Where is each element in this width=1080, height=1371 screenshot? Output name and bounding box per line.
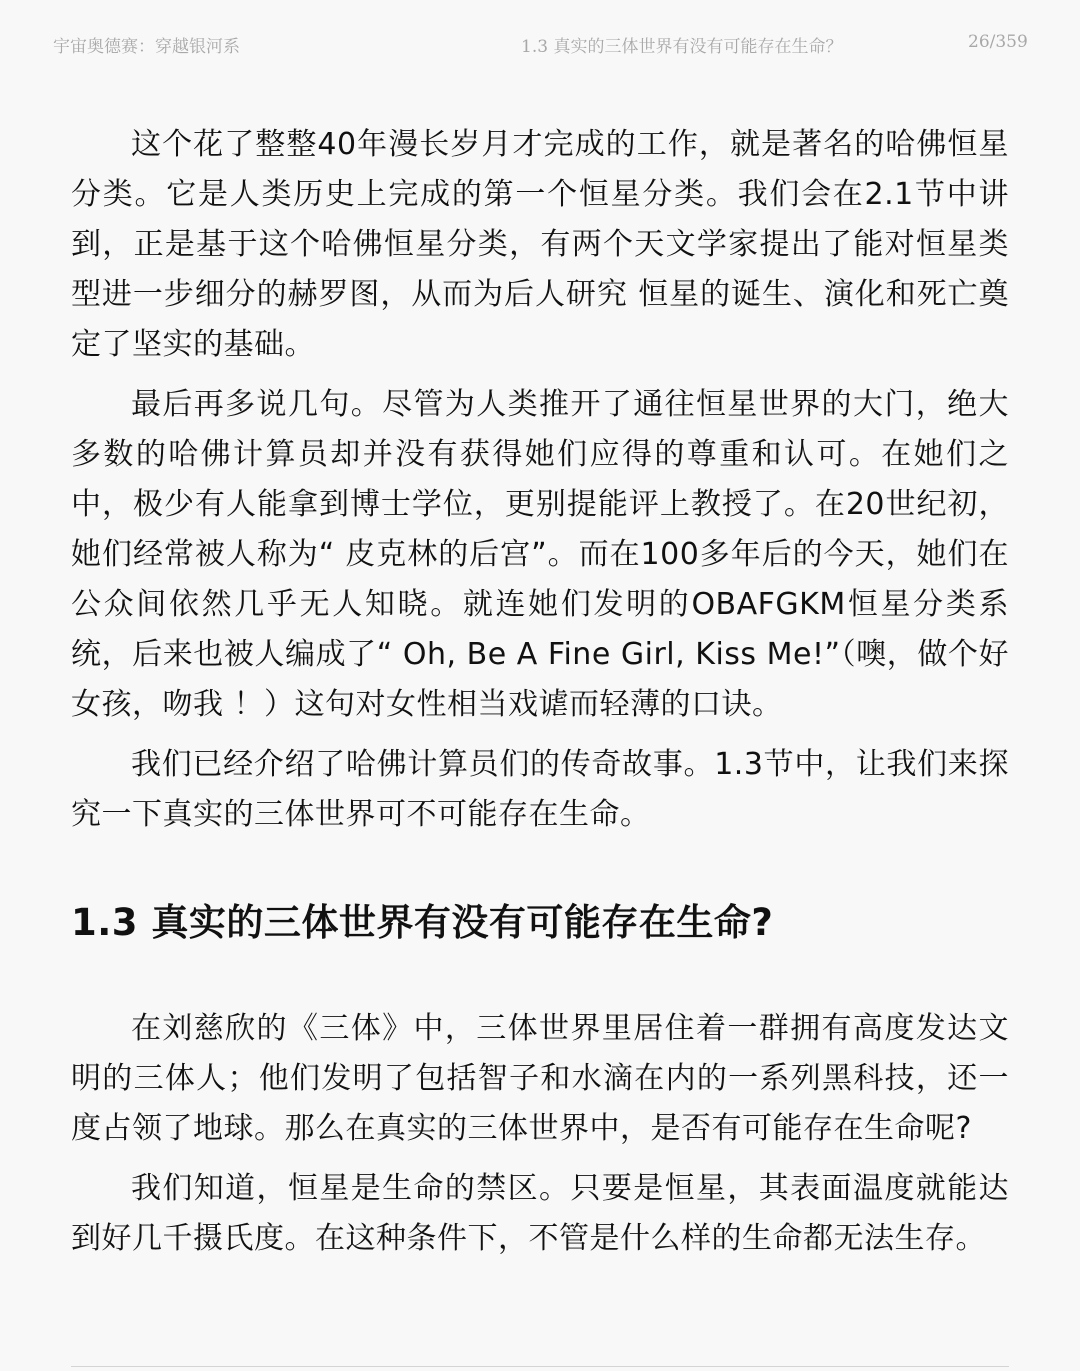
paragraph-harvard-computers: 最后再多说几句。尽管为人类推开了通往恒星世界的大门，绝大多数的哈佛计算员却并没有获得她们应得的尊重和认可。在她们之中，极少有人能拿到博士学位，更别提能评上教授了。在20世纪初，她们经常被人称为“ 皮克林的后宫”。而在100多年后的今天，她们在公众间依然几乎无人知晓。就连她们发明的OBAFGKM恒星分类系统，后来也被人编成了“ Oh, Be A Fine Girl, Kiss Me!”（噢，做个好女孩，吻我 ！）这句对女性相当戏谑而轻薄的口诀。 [71,387,1009,722]
page-body [71,120,1009,1274]
running-header [0,30,1080,60]
paragraph-stars-forbidden-zone: 我们知道，恒星是生命的禁区。只要是恒星，其表面温度就能达到好几千摄氏度。在这种条件下，不管是什么样的生命都无法生存。 [71,1171,1009,1256]
book-title: 宇宙奥德赛：穿越银河系 [53,37,240,57]
paragraph-three-body-intro: 在刘慈欣的《三体》中，三体世界里居住着一群拥有高度发达文明的三体人；他们发明了包括智子和水滴在内的一系列黑科技，还一度占领了地球。那么在真实的三体世界中，是否有可能存在生命呢? [71,1011,1009,1146]
paragraph-harvard-classification: 这个花了整整40年漫长岁月才完成的工作，就是著名的哈佛恒星分类。它是人类历史上完成的第一个恒星分类。我们会在2.1节中讲到，正是基于这个哈佛恒星分类，有两个天文学家提出了能对恒星类型进一步细分的赫罗图，从而为后人研究 恒星的诞生、演化和死亡奠定了坚实的基础。 [71,127,1009,362]
chapter-title: 1.3 真实的三体世界有没有可能存在生命？ [521,37,843,57]
footer-divider [71,1366,1009,1367]
paragraph-transition: 我们已经介绍了哈佛计算员们的传奇故事。1.3节中，让我们来探究一下真实的三体世界可不可能存在生命。 [71,747,1009,832]
section-heading: 1.3 真实的三体世界有没有可能存在生命? [71,901,774,944]
page-indicator: 26/359 [968,32,1028,52]
